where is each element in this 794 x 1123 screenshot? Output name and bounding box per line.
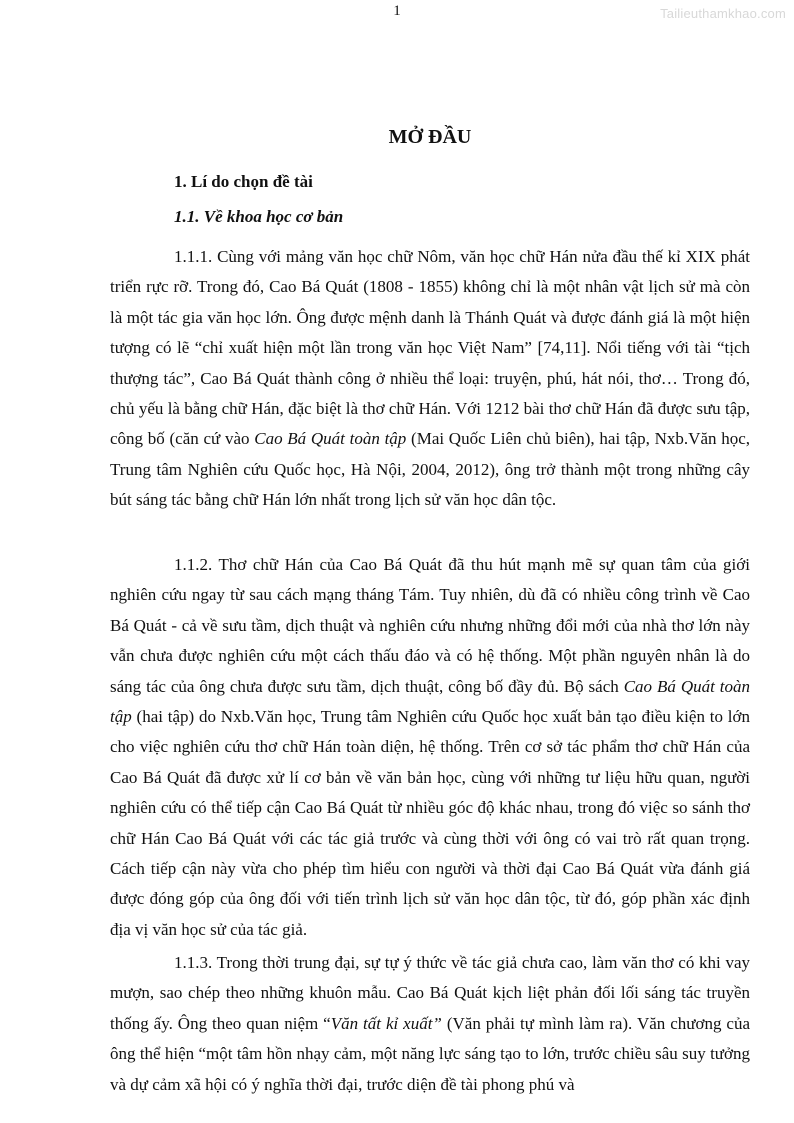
section-heading: 1. Lí do chọn đề tài xyxy=(174,172,313,191)
book-title-italic: Cao Bá Quát toàn tập xyxy=(254,429,407,449)
watermark: Tailieuthamkhao.com xyxy=(660,6,786,21)
paragraph-text: (hai tập) do Nxb.Văn học, Trung tâm Nghiên cứu Quốc học xuất bản tạo điều kiện to lớn cho việc nghiên cứu thơ chữ Hán toàn diện, hệ thống. Trên cơ sở tác phẩm thơ chữ Hán của Cao Bá Quát đã được xử lí cơ bản về văn bản học, cùng với những tư liệu hữu quan, người nghiên cứu có thể tiếp cận Cao Bá Quát từ nhiều góc độ khác nhau, trong đó việc so sánh thơ chữ Hán Cao Bá Quát với các tác giả trước và cùng thời với ông có vai trò rất quan trọng. Cách tiếp cận này vừa cho phép tìm hiểu con người và thời đại Cao Bá Quát vừa đánh giá được đóng góp của ông đối với tiến trình lịch sử văn học dân tộc, từ đó, góp phần xác định địa vị văn học sử của tác giả. xyxy=(110,707,750,939)
paragraph-text: 1.1.3. Trong thời trung đại, sự tự ý thức về tác giả chưa cao, làm văn thơ có khi vay mượn, sao chép theo những khuôn mẫu. Cao Bá Quát kịch liệt phản đối lối sáng tác truyền thống ấy. Ông theo quan niệm “ xyxy=(110,953,750,1033)
quote-italic: Văn tất kỉ xuất” xyxy=(330,1013,442,1033)
paragraph-text: (Văn phải tự mình làm ra). Văn chương của ông thể hiện “một tâm hồn nhạy cảm, một năng lực sáng tạo to lớn, trước chiều sâu suy tưởng và dự cảm xã hội có ý nghĩa thời đại, trước diện đề tài phong phú và xyxy=(110,1013,750,1094)
paragraph-3 xyxy=(110,948,750,1100)
subsection-heading: 1.1. Về khoa học cơ bản xyxy=(174,207,344,226)
page-number: 1 xyxy=(393,3,401,19)
paragraph-text: 1.1.2. Thơ chữ Hán của Cao Bá Quát đã thu hút mạnh mẽ sự quan tâm của giới nghiên cứu ngay từ sau cách mạng tháng Tám. Tuy nhiên, dù đã có nhiều công trình về Cao Bá Quát - cả về sưu tầm, dịch thuật và nghiên cứu nhưng những đổi mới của nhà thơ lớn này vẫn chưa được nghiên cứu một cách thấu đáo và có hệ thống. Một phần nguyên nhân là do sáng tác của ông chưa được sưu tầm, dịch thuật, công bố đầy đủ. Bộ sách xyxy=(110,555,750,696)
paragraph-1 xyxy=(110,242,750,516)
document-title: MỞ ĐẦU xyxy=(388,126,472,148)
paragraph-2 xyxy=(110,550,750,945)
paragraph-text: 1.1.1. Cùng với mảng văn học chữ Nôm, văn học chữ Hán nửa đầu thế kỉ XIX phát triển rực rỡ. Trong đó, Cao Bá Quát (1808 - 1855) không chỉ là một nhân vật lịch sử mà còn là một tác gia văn học lớn. Ông được mệnh danh là Thánh Quát và được đánh giá là một hiện tượng có lẽ “chỉ xuất hiện một lần trong văn học Việt Nam” [74,11]. Nổi tiếng với tài “tịch thượng tác”, Cao Bá Quát thành công ở nhiều thể loại: truyện, phú, hát nói, thơ… Trong đó, chủ yếu là bằng chữ Hán, đặc biệt là thơ chữ Hán. Với 1212 bài thơ chữ Hán đã được sưu tập, công bố (căn cứ vào xyxy=(110,247,750,449)
paragraph-text: (Mai Quốc Liên chủ biên), hai tập, Nxb.Văn học, Trung tâm Nghiên cứu Quốc học, Hà Nội, 2004, 2012), ông trở thành một trong những cây bút sáng tác bằng chữ Hán lớn nhất trong lịch sử văn học dân tộc. xyxy=(110,429,751,510)
book-title-italic: Cao Bá Quát toàn tập xyxy=(110,676,750,727)
